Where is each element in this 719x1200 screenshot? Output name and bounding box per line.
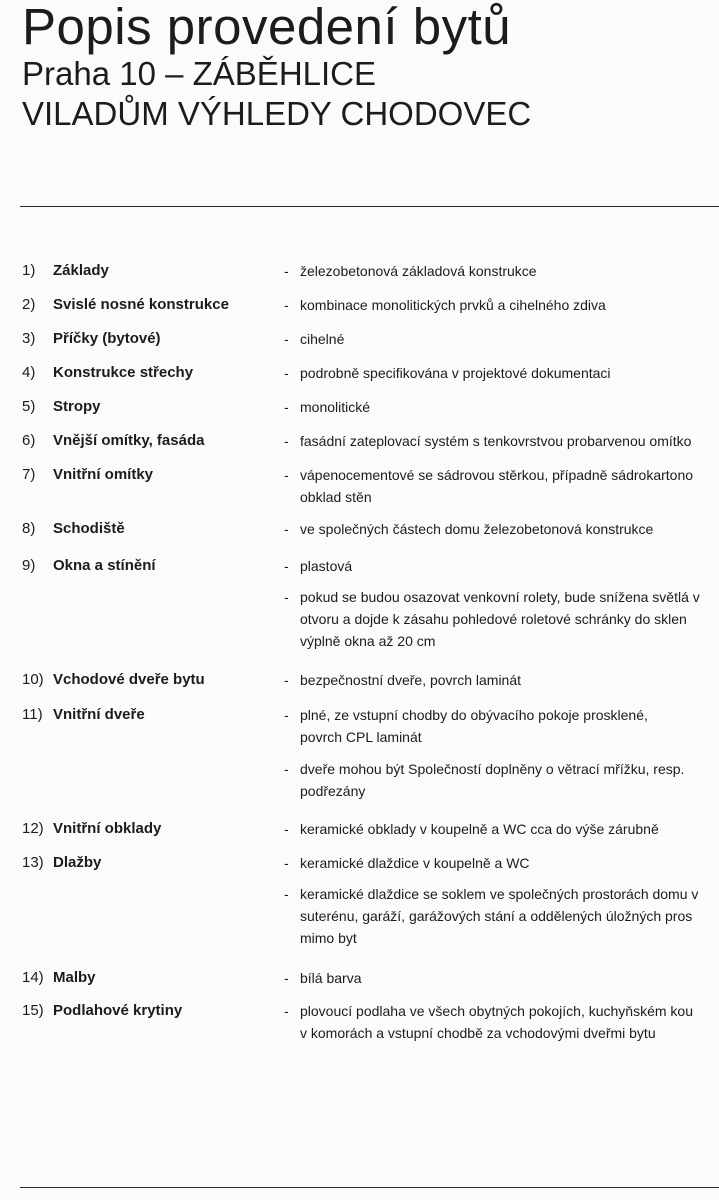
spec-label: Vnitřní omítky <box>53 466 154 483</box>
spec-label: Schodiště <box>53 520 125 537</box>
spec-label: Konstrukce střechy <box>53 364 194 381</box>
bottom-divider <box>20 1187 719 1188</box>
bullet-dash: - <box>284 521 289 537</box>
page-title: Popis provedení bytů <box>22 0 512 55</box>
description-line: bílá barva <box>300 970 362 986</box>
description-line: keramické dlaždice v koupelně a WC <box>300 855 530 871</box>
spec-description <box>300 362 719 384</box>
description-line: podřezány <box>300 783 366 799</box>
spec-label: Malby <box>53 969 96 986</box>
description-line: v komorách a vstupní chodbě za vchodovými dveřmi bytu <box>300 1025 656 1041</box>
spec-number: 13) <box>22 854 44 871</box>
spec-description <box>300 852 719 874</box>
spec-number: 9) <box>22 557 36 574</box>
spec-description <box>300 704 719 748</box>
description-line: plovoucí podlaha ve všech obytných pokojích, kuchyňském kou <box>300 1003 694 1019</box>
spec-number: 12) <box>22 820 44 837</box>
spec-description <box>300 555 719 577</box>
bullet-dash: - <box>284 297 289 313</box>
spec-label: Vnější omítky, fasáda <box>53 432 205 449</box>
spec-description <box>300 758 719 802</box>
spec-number: 6) <box>22 432 36 449</box>
spec-number: 2) <box>22 296 36 313</box>
spec-description <box>300 586 719 652</box>
bullet-dash: - <box>284 1003 289 1019</box>
spec-label: Dlažby <box>53 854 102 871</box>
bullet-dash: - <box>284 970 289 986</box>
spec-number: 11) <box>22 706 43 723</box>
description-line: podrobně specifikována v projektové dokumentaci <box>300 365 611 381</box>
bullet-dash: - <box>284 821 289 837</box>
description-line: fasádní zateplovací systém s tenkovrstvou probarvenou omítko <box>300 433 692 449</box>
bullet-dash: - <box>284 855 289 871</box>
spec-number: 8) <box>22 520 36 537</box>
description-line: vápenocementové se sádrovou stěrkou, případně sádrokartono <box>300 467 694 483</box>
spec-description <box>300 967 719 989</box>
description-line: dveře mohou být Společností doplněny o větrací mřížku, resp. <box>300 761 685 777</box>
spec-description <box>300 430 719 452</box>
spec-description <box>300 518 719 540</box>
bullet-dash: - <box>284 433 289 449</box>
spec-description <box>300 396 719 418</box>
bullet-dash: - <box>284 672 289 688</box>
bullet-dash: - <box>284 365 289 381</box>
description-line: povrch CPL laminát <box>300 729 422 745</box>
description-line: otvoru a dojde k zásahu pohledové roletové schránky do sklen <box>300 611 687 627</box>
description-line: mimo byt <box>300 930 357 946</box>
spec-number: 7) <box>22 466 36 483</box>
spec-description <box>300 818 719 840</box>
spec-label: Svislé nosné konstrukce <box>53 296 229 313</box>
project-subtitle: VILADŮM VÝHLEDY CHODOVEC <box>22 95 532 132</box>
bullet-dash: - <box>284 886 289 902</box>
spec-label: Vnitřní dveře <box>53 706 145 723</box>
description-line: cihelné <box>300 331 345 347</box>
description-line: pokud se budou osazovat venkovní rolety, bude snížena světlá v <box>300 589 700 605</box>
spec-description <box>300 260 719 282</box>
spec-description <box>300 883 719 949</box>
bullet-dash: - <box>284 761 289 777</box>
description-line: železobetonová základová konstrukce <box>300 263 537 279</box>
description-line: kombinace monolitických prvků a cihelného zdiva <box>300 297 606 313</box>
spec-label: Vchodové dveře bytu <box>53 671 205 688</box>
spec-number: 1) <box>22 262 36 279</box>
spec-label: Základy <box>53 262 109 279</box>
description-line: keramické obklady v koupelně a WC cca do výše zárubně <box>300 821 659 837</box>
bullet-dash: - <box>284 399 289 415</box>
spec-number: 10) <box>22 671 44 688</box>
description-line: plastová <box>300 558 353 574</box>
spec-label: Vnitřní obklady <box>53 820 162 837</box>
spec-description <box>300 328 719 350</box>
spec-description <box>300 669 719 691</box>
description-line: bezpečnostní dveře, povrch laminát <box>300 672 522 688</box>
bullet-dash: - <box>284 558 289 574</box>
spec-number: 14) <box>22 969 44 986</box>
spec-number: 5) <box>22 398 36 415</box>
spec-label: Podlahové krytiny <box>53 1002 183 1019</box>
location-subtitle: Praha 10 – ZÁBĚHLICE <box>22 55 377 92</box>
description-line: obklad stěn <box>300 489 372 505</box>
bullet-dash: - <box>284 467 289 483</box>
description-line: ve společných částech domu železobetonová konstrukce <box>300 521 654 537</box>
description-line: keramické dlaždice se soklem ve společných prostorách domu v <box>300 886 699 902</box>
spec-number: 15) <box>22 1002 44 1019</box>
bullet-dash: - <box>284 707 289 723</box>
description-line: plné, ze vstupní chodby do obývacího pokoje prosklené, <box>300 707 648 723</box>
bullet-dash: - <box>284 263 289 279</box>
description-line: monolitické <box>300 399 371 415</box>
spec-number: 4) <box>22 364 36 381</box>
bullet-dash: - <box>284 589 289 605</box>
spec-description <box>300 1000 719 1044</box>
description-line: výplně okna až 20 cm <box>300 633 436 649</box>
spec-label: Okna a stínění <box>53 557 156 574</box>
spec-label: Příčky (bytové) <box>53 330 161 347</box>
spec-description <box>300 464 719 508</box>
description-line: suterénu, garáží, garážových stání a oddělených úložných pros <box>300 908 693 924</box>
spec-description <box>300 294 719 316</box>
bullet-dash: - <box>284 331 289 347</box>
spec-label: Stropy <box>53 398 101 415</box>
spec-number: 3) <box>22 330 36 347</box>
